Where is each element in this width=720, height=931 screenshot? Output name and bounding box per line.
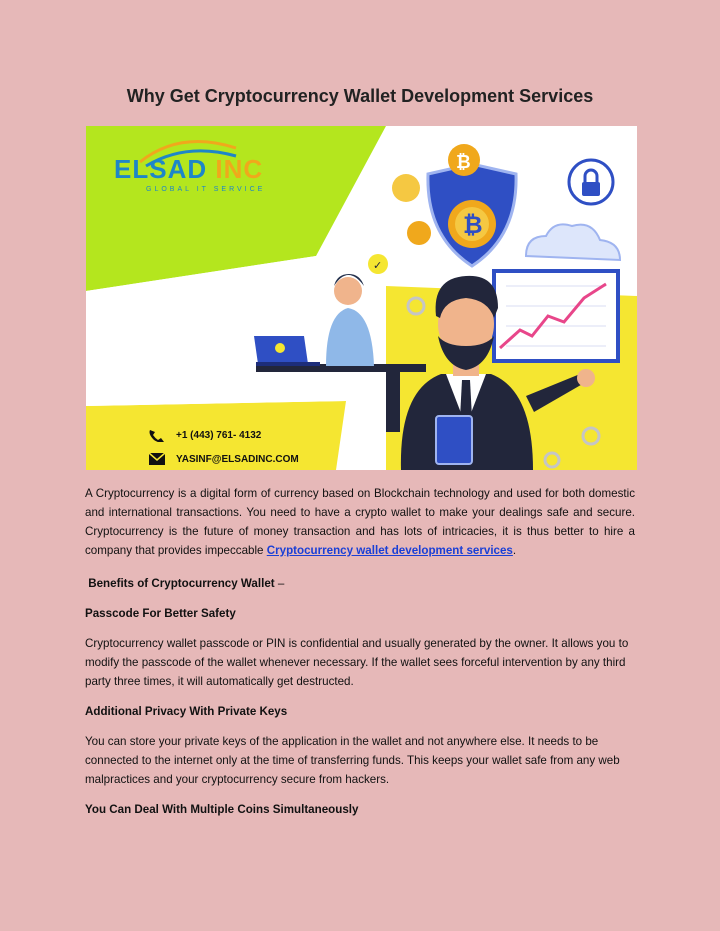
logo-text bbox=[114, 154, 263, 185]
benefits-heading-text: Benefits of Cryptocurrency Wallet bbox=[88, 577, 275, 590]
section-body: You can store your private keys of the application in the wallet and not anywhere else. It needs to be connected to the internet only at the time of transferring funds. This keeps your wallet safe from any web malpractices and your cryptocurrency secure from hackers. bbox=[85, 735, 620, 786]
page-title: Why Get Cryptocurrency Wallet Development Services bbox=[126, 86, 594, 106]
chart-icon bbox=[494, 271, 618, 361]
intro-text: A Cryptocurrency is a digital form of currency based on Blockchain technology and used for both domestic and international transactions. You need to have a crypto wallet to make your dealings safe and secure. Cryptocurrency is the future of money transaction and has lots of intricacies, it is thus better to hire a company that provides impeccable bbox=[85, 487, 635, 557]
benefits-dash: – bbox=[274, 577, 285, 590]
laptop-icon bbox=[275, 343, 285, 353]
logo-tagline: GLOBAL IT SERVICE bbox=[146, 186, 266, 193]
section-heading: Additional Privacy With Private Keys bbox=[85, 705, 288, 718]
logo-text-elsad: ELSAD bbox=[114, 154, 208, 184]
section-body: Cryptocurrency wallet passcode or PIN is confidential and usually generated by the owner. It allows you to modify the passcode of the wallet whenever necessary. If the wallet sees forceful intervention by any third party three times, it will automatically get destructed. bbox=[85, 637, 629, 688]
article-body bbox=[85, 484, 635, 819]
email-row bbox=[148, 447, 299, 470]
phone-icon bbox=[148, 428, 166, 442]
hero-banner bbox=[86, 126, 637, 470]
section-heading: Passcode For Better Safety bbox=[85, 607, 236, 620]
svg-text:₿: ₿ bbox=[456, 152, 471, 172]
mail-icon bbox=[148, 452, 166, 466]
svg-text:₿: ₿ bbox=[463, 212, 483, 239]
intro-after: . bbox=[512, 544, 517, 557]
wallet-services-link[interactable]: Cryptocurrency wallet development services bbox=[266, 544, 513, 557]
contact-block bbox=[148, 423, 299, 470]
svg-text:✓: ✓ bbox=[373, 260, 383, 272]
logo-text-inc: INC bbox=[207, 154, 264, 184]
phone-row bbox=[148, 423, 299, 447]
phone-number: +1 (443) 761- 4132 bbox=[176, 429, 262, 441]
email-address: YASINF@ELSADINC.COM bbox=[176, 453, 299, 465]
section-heading: You Can Deal With Multiple Coins Simultaneously bbox=[85, 803, 359, 816]
intro-paragraph bbox=[85, 484, 635, 560]
benefits-heading bbox=[85, 574, 635, 593]
